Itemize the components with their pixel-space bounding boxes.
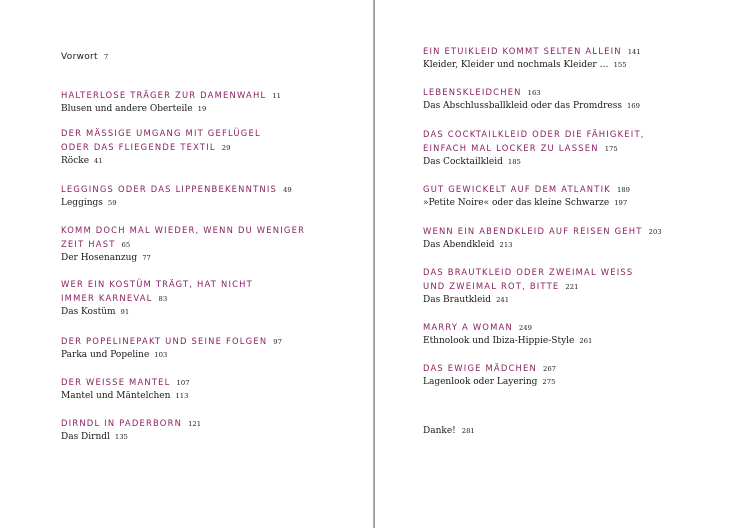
toc-chapter[interactable] bbox=[61, 334, 361, 362]
page-number: 197 bbox=[614, 199, 628, 207]
toc-chapter[interactable] bbox=[423, 127, 733, 169]
chapter-title: DAS COCKTAILKLEID ODER DIE FÄHIGKEIT, bbox=[423, 129, 645, 139]
page-number: 7 bbox=[103, 53, 109, 61]
toc-entry-vorwort[interactable] bbox=[61, 44, 361, 64]
toc-chapter[interactable] bbox=[423, 44, 733, 72]
chapter-title: GUT GEWICKELT AUF DEM ATLANTIK 189 bbox=[423, 184, 630, 194]
page-number: 41 bbox=[94, 157, 103, 165]
page-number: 121 bbox=[188, 420, 202, 428]
chapter-title: DIRNDL IN PADERBORN 121 bbox=[61, 418, 202, 428]
toc-chapter[interactable] bbox=[61, 375, 361, 403]
page-number: 83 bbox=[158, 295, 168, 303]
page-number: 169 bbox=[626, 102, 640, 110]
chapter-subtitle: Der Hosenanzug 77 bbox=[61, 253, 151, 263]
chapter-title: WER EIN KOSTÜM TRÄGT, HAT NICHT bbox=[61, 279, 253, 289]
toc-chapter[interactable] bbox=[61, 182, 361, 210]
chapter-subtitle: Das Brautkleid 241 bbox=[423, 295, 510, 305]
chapter-subtitle: Das Kostüm 91 bbox=[61, 307, 130, 317]
chapter-subtitle: Leggings 59 bbox=[61, 198, 117, 208]
toc-chapter[interactable] bbox=[61, 416, 361, 444]
left-page bbox=[0, 0, 374, 528]
toc-chapter[interactable] bbox=[423, 320, 733, 348]
chapter-subtitle: Blusen und andere Oberteile 19 bbox=[61, 104, 207, 114]
toc-chapter[interactable] bbox=[61, 88, 361, 116]
page-number: 97 bbox=[273, 338, 282, 346]
page-number: 221 bbox=[565, 283, 579, 291]
toc-chapter[interactable] bbox=[423, 361, 733, 389]
chapter-title: DER POPELINEPAKT UND SEINE FOLGEN 97 bbox=[61, 336, 282, 346]
page-number: 77 bbox=[142, 254, 151, 262]
page-number: 103 bbox=[154, 351, 168, 359]
chapter-subtitle: Kleider, Kleider und nochmals Kleider … 155 bbox=[423, 60, 627, 70]
toc-chapter[interactable] bbox=[423, 224, 733, 252]
chapter-subtitle: Lagenlook oder Layering 275 bbox=[423, 377, 556, 387]
toc-chapter[interactable] bbox=[423, 85, 733, 113]
chapter-title: LEBENSKLEIDCHEN 163 bbox=[423, 87, 541, 97]
chapter-title: EIN ETUIKLEID KOMMT SELTEN ALLEIN 141 bbox=[423, 46, 641, 56]
page-number: 163 bbox=[527, 89, 541, 97]
chapter-title: DER WEISSE MANTEL 107 bbox=[61, 377, 190, 387]
page-number: 155 bbox=[613, 61, 627, 69]
toc-chapter[interactable] bbox=[61, 223, 361, 265]
page-number: 213 bbox=[499, 241, 513, 249]
page-number: 29 bbox=[221, 144, 231, 152]
danke-label: Danke! bbox=[423, 426, 456, 436]
page-number: 49 bbox=[283, 186, 292, 194]
toc-chapter[interactable] bbox=[423, 182, 733, 210]
chapter-title: DAS BRAUTKLEID ODER ZWEIMAL WEISS bbox=[423, 267, 634, 277]
chapter-title: LEGGINGS ODER DAS LIPPENBEKENNTNIS 49 bbox=[61, 184, 292, 194]
page-number: 59 bbox=[107, 199, 117, 207]
chapter-title: WENN EIN ABENDKLEID AUF REISEN GEHT 203 bbox=[423, 226, 662, 236]
page-number: 175 bbox=[604, 145, 618, 153]
toc-chapter[interactable] bbox=[61, 126, 361, 168]
page-number: 241 bbox=[496, 296, 510, 304]
page-number: 65 bbox=[121, 241, 131, 249]
page-number: 281 bbox=[461, 427, 475, 435]
page-number: 249 bbox=[518, 324, 532, 332]
chapter-title: KOMM DOCH MAL WIEDER, WENN DU WENIGER bbox=[61, 225, 306, 235]
chapter-subtitle: Ethnolook und Ibiza-Hippie-Style 261 bbox=[423, 336, 593, 346]
page-number: 189 bbox=[616, 186, 630, 194]
page-number: 135 bbox=[114, 433, 128, 441]
page-number: 11 bbox=[272, 92, 281, 100]
chapter-title: HALTERLOSE TRÄGER ZUR DAMENWAHL 11 bbox=[61, 90, 281, 100]
page-number: 19 bbox=[197, 105, 207, 113]
chapter-subtitle: »Petite Noire« oder das kleine Schwarze 197 bbox=[423, 198, 628, 208]
toc-chapter[interactable] bbox=[423, 265, 733, 307]
page-number: 113 bbox=[175, 392, 189, 400]
chapter-title: DER MÄSSIGE UMGANG MIT GEFLÜGEL bbox=[61, 128, 261, 138]
chapter-title-line: IMMER KARNEVAL 83 bbox=[61, 293, 168, 303]
chapter-title-line: EINFACH MAL LOCKER ZU LASSEN 175 bbox=[423, 143, 618, 153]
chapter-title-line: ZEIT HAST 65 bbox=[61, 239, 131, 249]
chapter-title-line: UND ZWEIMAL ROT, BITTE 221 bbox=[423, 281, 579, 291]
page-number: 203 bbox=[648, 228, 662, 236]
page-number: 267 bbox=[543, 365, 556, 373]
chapter-subtitle: Mantel und Mäntelchen 113 bbox=[61, 391, 189, 401]
toc-chapter[interactable] bbox=[61, 277, 361, 319]
page-number: 275 bbox=[542, 378, 556, 386]
chapter-title-line: ODER DAS FLIEGENDE TEXTIL 29 bbox=[61, 142, 231, 152]
page-number: 91 bbox=[120, 308, 130, 316]
page-number: 185 bbox=[507, 158, 521, 166]
page-number: 107 bbox=[176, 379, 190, 387]
chapter-title: DAS EWIGE MÄDCHEN 267 bbox=[423, 363, 556, 373]
vorwort-label: Vorwort bbox=[61, 52, 98, 62]
book-gutter bbox=[373, 0, 375, 528]
page-number: 141 bbox=[627, 48, 641, 56]
right-page bbox=[376, 0, 750, 528]
chapter-subtitle: Das Abendkleid 213 bbox=[423, 240, 513, 250]
chapter-subtitle: Das Abschlussballkleid oder das Promdress 169 bbox=[423, 101, 640, 111]
page-number: 261 bbox=[579, 337, 593, 345]
chapter-subtitle: Parka und Popeline 103 bbox=[61, 350, 168, 360]
chapter-subtitle: Röcke 41 bbox=[61, 156, 103, 166]
toc-entry-danke[interactable] bbox=[423, 418, 733, 438]
chapter-subtitle: Das Cocktailkleid 185 bbox=[423, 157, 521, 167]
chapter-subtitle: Das Dirndl 135 bbox=[61, 432, 128, 442]
chapter-title: MARRY A WOMAN 249 bbox=[423, 322, 532, 332]
